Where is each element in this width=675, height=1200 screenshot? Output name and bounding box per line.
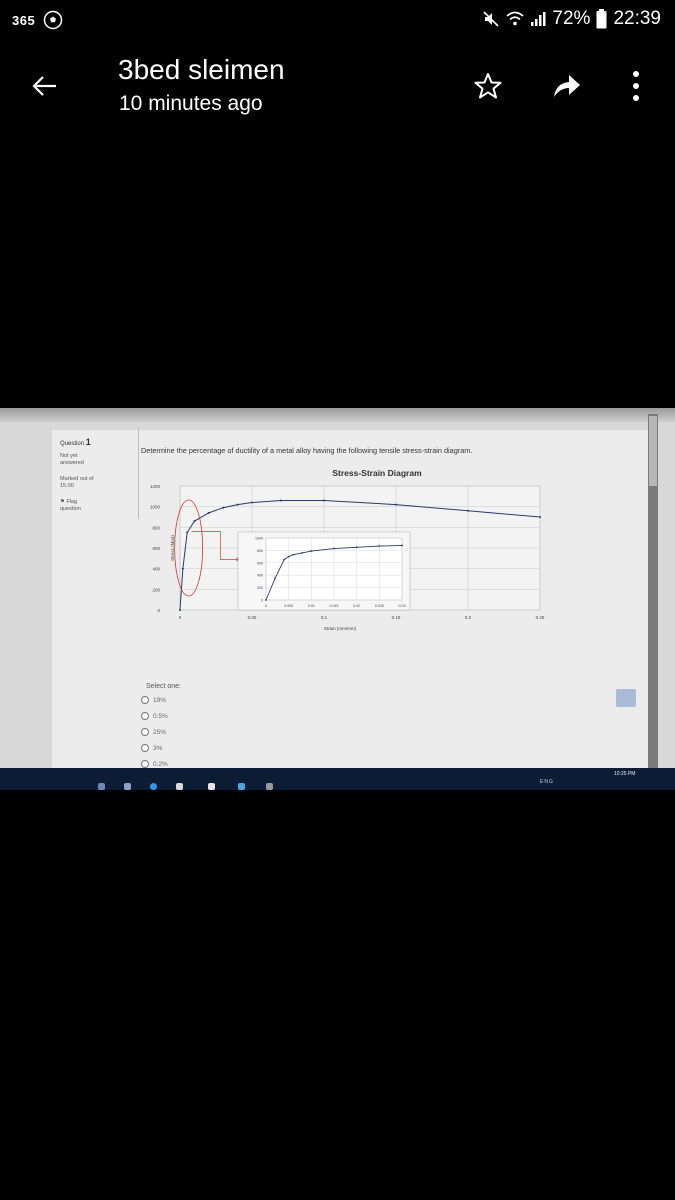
more-vert-icon[interactable]: [630, 70, 642, 102]
y-tick-label: 800: [152, 525, 160, 531]
option-2[interactable]: [141, 712, 168, 720]
option-1[interactable]: [141, 696, 166, 704]
flag-line-2: question: [60, 506, 81, 512]
inset-x-tick-label: 0.015: [329, 604, 339, 608]
x-tick-label: 0.1: [320, 615, 328, 620]
marks-line-1: Marked out of: [60, 476, 94, 482]
y-axis-label: Stress (Mpa): [170, 535, 175, 561]
app-icon[interactable]: [238, 783, 245, 790]
inset-x-tick-label: 0.025: [374, 604, 384, 608]
data-point: [280, 499, 282, 501]
inset-data-point: [378, 545, 380, 547]
x-axis-label: Strain (mm/mm): [323, 626, 357, 631]
clock: 22:39: [613, 8, 661, 29]
back-arrow-icon[interactable]: [28, 70, 60, 102]
data-point: [467, 510, 469, 512]
system-tray: ENG: [540, 779, 554, 785]
search-icon[interactable]: [98, 783, 105, 790]
data-point: [323, 499, 325, 501]
question-label: [60, 437, 91, 447]
option-label: 0.2%: [153, 760, 168, 768]
star-icon[interactable]: [474, 72, 502, 100]
scrollbar-thumb[interactable]: [649, 416, 657, 486]
soccer-ball-icon: [43, 10, 63, 30]
mute-icon: [482, 10, 500, 28]
inset-data-point: [333, 548, 335, 550]
x-tick-label: 0.25: [535, 615, 545, 620]
x-tick-label: 0.05: [247, 615, 257, 620]
inset-data-point: [274, 577, 276, 579]
y-tick-label: 1000: [149, 504, 160, 510]
y-tick-label: 200: [152, 587, 160, 593]
inset-x-tick-label: 0.005: [284, 604, 294, 608]
inset-y-tick-label: 200: [257, 586, 263, 591]
next-page-button[interactable]: [616, 689, 636, 707]
task-view-icon[interactable]: [124, 783, 131, 790]
radio-button[interactable]: [141, 744, 149, 752]
status-bar: [0, 0, 675, 40]
wifi-icon: [506, 11, 524, 27]
option-5[interactable]: [141, 760, 168, 768]
option-4[interactable]: [141, 744, 162, 752]
signal-icon: [530, 11, 546, 27]
file-explorer-icon[interactable]: [176, 783, 183, 790]
status-line-2: answered: [60, 460, 84, 466]
inset-y-tick-label: 0: [261, 598, 263, 603]
stress-strain-chart: [140, 462, 570, 652]
y-tick-label: 400: [152, 566, 160, 572]
inset-x-tick-label: 0.02: [353, 604, 361, 608]
question-number: 1: [85, 437, 91, 447]
inset-y-tick-label: 1000: [255, 536, 263, 541]
data-point: [208, 512, 210, 514]
inset-data-point: [356, 546, 358, 548]
inset-data-point: [310, 550, 312, 552]
question-status: [60, 453, 120, 467]
inset-data-point: [283, 559, 285, 561]
data-point: [395, 504, 397, 506]
status-line-1: Not yet: [60, 453, 78, 459]
radio-button[interactable]: [141, 696, 149, 704]
x-tick-label: 0.15: [391, 615, 401, 620]
app-badge: 365: [12, 12, 36, 28]
store-icon[interactable]: [208, 783, 215, 790]
radio-button[interactable]: [141, 760, 149, 768]
question-text: Determine the percentage of ductility of a metal alloy having the following tensile stress-strain diagram.: [141, 446, 473, 455]
data-point: [539, 516, 541, 518]
inset-x-tick-label: 0: [265, 604, 267, 608]
browser-icon[interactable]: [150, 783, 157, 790]
x-tick-label: 0.2: [464, 615, 472, 620]
share-icon[interactable]: [552, 73, 582, 99]
radio-button[interactable]: [141, 728, 149, 736]
flag-icon: ⚑: [60, 499, 65, 505]
data-point: [222, 507, 224, 509]
option-3[interactable]: [141, 728, 166, 736]
option-label: 25%: [153, 728, 167, 736]
option-label: 3%: [153, 744, 163, 752]
x-tick-label: 0: [178, 615, 182, 620]
question-label-text: Question: [60, 441, 85, 447]
inset-y-tick-label: 400: [257, 573, 263, 578]
data-point: [237, 504, 239, 506]
inset-data-point: [292, 554, 294, 556]
data-point: [251, 502, 253, 504]
flag-question[interactable]: [60, 499, 120, 513]
question-marks: [60, 476, 120, 490]
inset-data-point: [265, 599, 267, 601]
y-tick-label: 600: [152, 546, 160, 551]
inset-x-tick-label: 0.01: [307, 604, 315, 608]
data-point: [193, 520, 195, 522]
radio-button[interactable]: [141, 712, 149, 720]
app-icon[interactable]: [266, 783, 273, 790]
data-point: [179, 609, 181, 611]
app-bar: [0, 40, 675, 130]
sender-name: 3bed sleimen: [118, 54, 285, 85]
y-tick-label: 0: [157, 608, 160, 613]
battery-percent: 72%: [552, 8, 591, 29]
monitor-bezel: [0, 408, 675, 422]
inset-y-tick-label: 800: [257, 548, 263, 553]
flag-line-1: Flag: [66, 499, 78, 505]
select-one-label: Select one:: [146, 683, 182, 690]
taskbar-clock: 10:25 PM: [614, 771, 636, 777]
inset-data-point: [301, 552, 303, 554]
option-label: 0.5%: [153, 712, 168, 720]
inset-x-tick-label: 0.03: [398, 604, 406, 608]
chart-title: Stress-Strain Diagram: [332, 468, 422, 478]
inset-data-point: [401, 545, 403, 547]
inset-y-tick-label: 600: [257, 561, 263, 566]
option-label: 19%: [153, 696, 167, 704]
data-point: [182, 568, 184, 570]
marks-line-2: 15.00: [60, 483, 74, 489]
battery-icon: [596, 9, 607, 29]
message-timestamp: 10 minutes ago: [119, 92, 263, 115]
y-tick-label: 1200: [149, 484, 160, 489]
data-point: [186, 532, 188, 534]
inset-data-point: [288, 556, 290, 558]
